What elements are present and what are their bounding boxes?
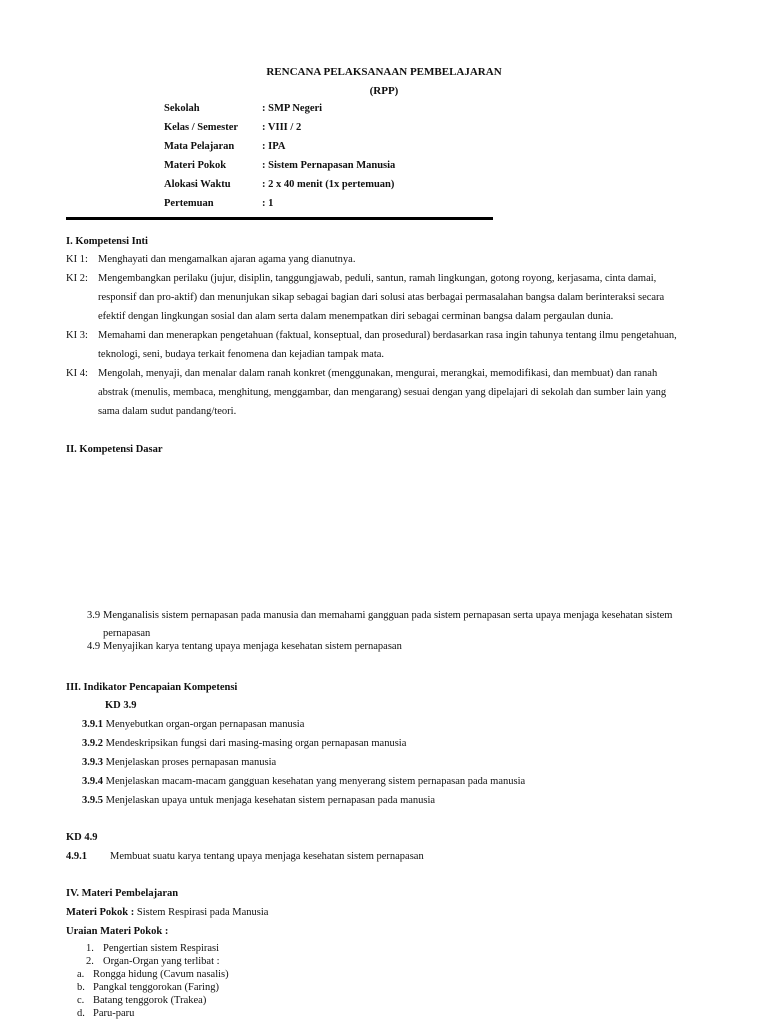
indicator-number: 3.9.3 [82, 757, 103, 768]
list-letter: d. [77, 1008, 85, 1019]
ki2-label: KI 2: [66, 273, 88, 284]
ki3-line: teknologi, seni, budaya terkait fenomena dan kejadian tampak mata. [98, 349, 385, 360]
section-heading-indikator: III. Indikator Pencapaian Kompetensi [66, 682, 238, 693]
section-heading-ki: I. Kompetensi Inti [66, 236, 148, 247]
indicator-number: 3.9.4 [82, 776, 103, 787]
indicator-row [82, 738, 406, 749]
list-text: Batang tenggorok (Trakea) [93, 995, 207, 1006]
info-label-alokasi: Alokasi Waktu [164, 179, 231, 190]
ki2-line: Mengembangkan perilaku (jujur, disiplin, tanggungjawab, peduli, santun, ramah lingkungan, gotong royong, kerjasama, cinta damai, [98, 273, 657, 284]
indicator-number: 4.9.1 [66, 851, 87, 862]
info-value-alokasi: : 2 x 40 menit (1x pertemuan) [262, 179, 395, 190]
list-text: Organ-Organ yang terlibat : [103, 956, 220, 967]
indicator-row [82, 719, 304, 730]
kd39-label: KD 3.9 [105, 700, 137, 711]
kd-text-continued: pernapasan [103, 628, 151, 639]
info-value-materi: : Sistem Pernapasan Manusia [262, 160, 396, 171]
indicator-text: Mendeskripsikan fungsi dari masing-masing organ pernapasan manusia [103, 738, 407, 749]
ki3-line: Memahami dan menerapkan pengetahuan (faktual, konseptual, dan prosedural) berdasarkan rasa ingin tahunya tentang ilmu pengetahuan, [98, 330, 677, 341]
list-number: 1. [86, 943, 94, 954]
lettered-list-item [77, 995, 207, 1006]
list-text: Rongga hidung (Cavum nasalis) [93, 969, 229, 980]
info-value-kelas: : VIII / 2 [262, 122, 302, 133]
indicator-text: Menjelaskan upaya untuk menjaga kesehatan sistem pernapasan pada manusia [103, 795, 436, 806]
list-text: Paru-paru [93, 1008, 135, 1019]
indicator-row [82, 795, 435, 806]
indicator-text: Menyebutkan organ-organ pernapasan manusia [103, 719, 305, 730]
info-value-sekolah: : SMP Negeri [262, 103, 323, 114]
list-letter: b. [77, 982, 85, 993]
indicator-number: 3.9.2 [82, 738, 103, 749]
indicator-row [82, 776, 525, 787]
list-number: 2. [86, 956, 94, 967]
kd-text: Menyajikan karya tentang upaya menjaga kesehatan sistem pernapasan [103, 641, 402, 652]
ki1-label: KI 1: [66, 254, 88, 265]
list-text: Pengertian sistem Respirasi [103, 943, 220, 954]
lettered-list-item [77, 982, 219, 993]
ki4-line: sama dalam sudut pandang/teori. [98, 406, 237, 417]
ki2-line: efektif dengan lingkungan sosial dan alam serta dalam menempatkan diri sebagai cerminan bangsa dalam pergaulan dunia. [98, 311, 614, 322]
materi-pokok [66, 907, 268, 918]
info-label-sekolah: Sekolah [164, 103, 200, 114]
header-divider [66, 217, 493, 220]
indicator-text: Membuat suatu karya tentang upaya menjaga kesehatan sistem pernapasan [110, 851, 424, 862]
document-title: RENCANA PELAKSANAAN PEMBELAJARAN [266, 66, 502, 78]
info-label-pertemuan: Pertemuan [164, 198, 214, 209]
info-label-materi: Materi Pokok [164, 160, 227, 171]
indicator-number: 3.9.1 [82, 719, 103, 730]
list-letter: c. [77, 995, 85, 1006]
ki2-text [98, 269, 730, 326]
info-label-mapel: Mata Pelajaran [164, 141, 235, 152]
indicator-row [82, 757, 276, 768]
materi-pokok-value: Sistem Respirasi pada Manusia [134, 907, 269, 918]
section-heading-materi: IV. Materi Pembelajaran [66, 888, 179, 899]
list-text: Pangkal tenggorokan (Faring) [93, 982, 219, 993]
ki4-line: abstrak (menulis, membaca, menghitung, menggambar, dan mengarang) sesuai dengan yang dipelajari di sekolah dan sumber lain yang [98, 387, 667, 398]
ki3-label: KI 3: [66, 330, 88, 341]
kd-number: 3.9 [87, 610, 101, 621]
lettered-list-item [77, 1008, 135, 1019]
document-subtitle: (RPP) [369, 85, 399, 97]
section-heading-kd: II. Kompetensi Dasar [66, 444, 163, 455]
uraian-materi-label: Uraian Materi Pokok : [66, 926, 169, 937]
ki4-label: KI 4: [66, 368, 88, 379]
info-label-kelas: Kelas / Semester [164, 122, 239, 133]
indicator-text: Menjelaskan proses pernapasan manusia [103, 757, 277, 768]
kd49-label: KD 4.9 [66, 832, 98, 843]
lettered-list-item [77, 969, 229, 980]
info-value-mapel: : IPA [262, 141, 286, 152]
materi-pokok-label: Materi Pokok : [66, 907, 135, 918]
ki2-line: responsif dan pro-aktif) dan menunjukan sikap sebagai bagian dari solusi atas berbagai permasalahan bangsa dalam berinteraksi secara [98, 292, 665, 303]
indicator-number: 3.9.5 [82, 795, 103, 806]
indicator-text: Menjelaskan macam-macam gangguan kesehatan yang menyerang sistem pernapasan pada manusia [103, 776, 526, 787]
ki4-text [98, 364, 730, 421]
list-letter: a. [77, 969, 85, 980]
kd-text: Menganalisis sistem pernapasan pada manusia dan memahami gangguan pada sistem pernapasan serta upaya menjaga kesehatan sistem [103, 610, 673, 621]
numbered-list-item [86, 943, 220, 954]
numbered-list-item [86, 956, 220, 967]
ki1-text [98, 250, 730, 269]
kd-number: 4.9 [87, 641, 101, 652]
info-value-pertemuan: : 1 [262, 198, 274, 209]
ki3-text [98, 326, 730, 364]
ki4-line: Mengolah, menyaji, dan menalar dalam ranah konkret (menggunakan, mengurai, merangkai, memodifikasi, dan membuat) dan ranah [98, 368, 658, 379]
ki1-line: Menghayati dan mengamalkan ajaran agama yang dianutnya. [98, 254, 356, 265]
